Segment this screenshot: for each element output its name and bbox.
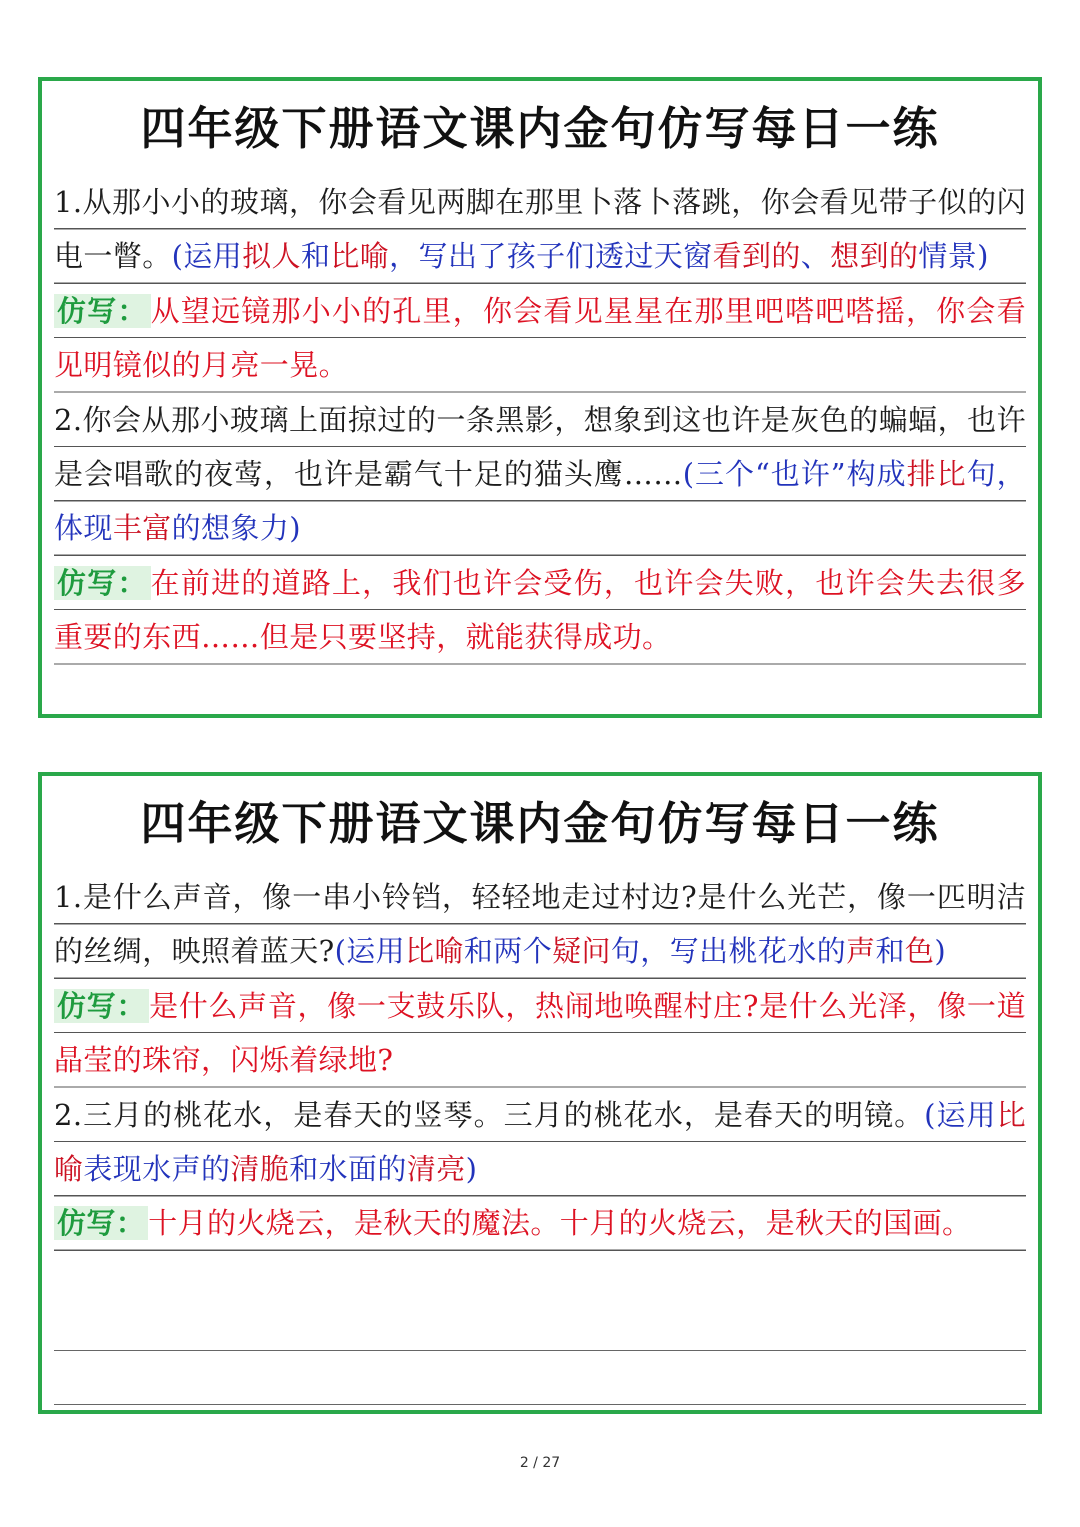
imitation-answer-1: 是什么声音，像一支鼓乐队，热闹地唤醒村庄?是什么光泽，像一道晶莹的珠帘，闪烁着绿地?	[54, 988, 1026, 1078]
imitation-answer-2: 在前进的道路上，我们也许会受伤，也许会失败，也许会失去很多重要的东西……但是只要坚持，就能获得成功。	[54, 565, 1026, 655]
imitation-label: 仿写：	[54, 989, 149, 1023]
card-body	[54, 175, 1026, 665]
card-title: 四年级下册语文课内金句仿写每日一练	[140, 102, 940, 155]
annotation-2: (三个“也许”构成排比句，体现丰富的想象力)	[54, 457, 1026, 546]
annotation-1: (运用拟人和比喻，写出了孩子们透过天窗看到的、想到的情景)	[171, 239, 989, 274]
sentence-1: 1.从那小小的玻璃，你会看见两脚在那里卜落卜落跳，你会看见带子似的闪电一瞥。	[54, 185, 1026, 274]
card-body	[54, 870, 1026, 1251]
imitation-label: 仿写：	[54, 1206, 148, 1240]
imitation-answer-2: 十月的火烧云，是秋天的魔法。十月的火烧云，是秋天的国画。	[148, 1206, 972, 1241]
blank-writing-line	[54, 1350, 1026, 1351]
imitation-label: 仿写：	[54, 566, 151, 600]
imitation-label: 仿写：	[54, 294, 151, 328]
annotation-1: (运用比喻和两个疑问句，写出桃花水的声和色)	[334, 934, 947, 969]
exercise-card-2	[38, 772, 1042, 1414]
page-number: 2 / 27	[519, 1455, 561, 1471]
sentence-2: 2.三月的桃花水，是春天的竖琴。三月的桃花水，是春天的明镜。	[54, 1097, 925, 1132]
imitation-answer-1: 从望远镜那小小的孔里，你会看见星星在那里吧嗒吧嗒摇，你会看见明镜似的月亮一晃。	[54, 293, 1026, 383]
blank-writing-line	[54, 1404, 1026, 1405]
card-title: 四年级下册语文课内金句仿写每日一练	[140, 797, 940, 850]
sentence-2: 2.你会从那小玻璃上面掠过的一条黑影，想象到这也许是灰色的蝙蝠，也许是会唱歌的夜莺，也许是霸气十足的猫头鹰……	[54, 402, 1026, 492]
exercise-card-1	[38, 77, 1042, 718]
annotation-2: (运用比喻表现水声的清脆和水面的清亮)	[54, 1097, 1027, 1187]
sentence-1: 1.是什么声音，像一串小铃铛，轻轻地走过村边?是什么光芒，像一匹明洁的丝绸，映照着蓝天?	[54, 880, 1026, 969]
